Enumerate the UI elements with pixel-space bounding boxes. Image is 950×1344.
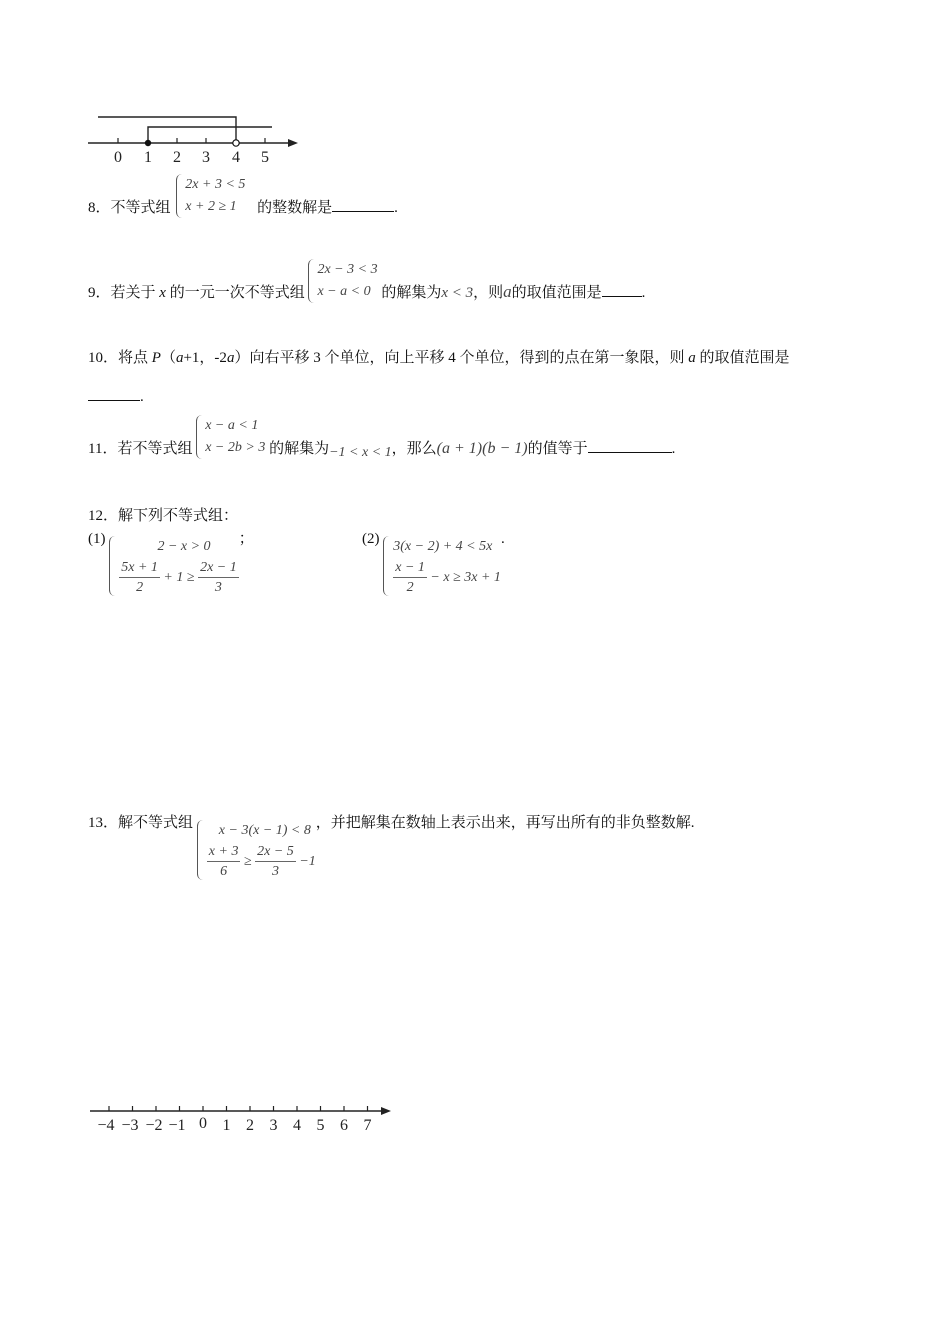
number-line-figure-top [80,105,320,170]
question-10-answer-line: . [88,386,144,407]
question-text: 的整数解是 [257,200,333,217]
question-number: 10． [88,350,119,366]
question-12-title: 12．解下列不等式组： [88,508,239,524]
axis-label: 7 [363,1117,372,1134]
answer-blank[interactable] [332,197,394,212]
axis-label: 4 [293,1117,301,1134]
axis-label: 1 [222,1117,231,1134]
axis-label: −1 [168,1117,186,1134]
open-point-4 [233,140,239,146]
inequality-system: 2x + 3 < 5 x + 2 ≥ 1 [176,174,245,218]
inequality-system: x − 3(x − 1) < 8 $\frac{x + 3}{6}$ ≥ $\frac{2x - 5}{3}$ −1 [197,820,316,880]
axis-label: 0 [199,1115,207,1132]
axis-label: 0 [114,149,122,166]
question-11: 11．若不等式组 x − a < 1 x − 2b > 3 的解集为−1 < x < 1，那么(a + 1)(b − 1)的值等于 . [88,415,675,459]
axis-label: −3 [121,1117,139,1134]
axis-label: 1 [144,149,152,166]
question-12-part-2: (2) 3(x − 2) + 4 < 5x $\frac{x - 1}{2}$ − x ≥ 3x + 1 . [362,531,505,595]
question-number: 11． [88,441,118,458]
axis-label: −4 [97,1117,115,1134]
axis-label: 4 [232,149,240,166]
axis-label: 6 [340,1117,348,1134]
question-12-part-1: (1) 2 − x > 0 $\frac{5x + 1}{2}$ + 1 ≥ $\frac{2x - 1}{3}$ ； [88,531,254,595]
axis-label: 5 [261,149,269,166]
question-number: 9． [88,285,111,302]
axis-label: 3 [269,1117,278,1134]
number-line-figure-bottom[interactable] [85,1095,405,1140]
axis-label: −2 [145,1117,163,1134]
axis-label: 2 [246,1117,254,1134]
inequality-system: 2x − 3 < 3 x − a < 0 [308,259,377,303]
question-number: 13． [88,815,119,832]
inequality-system: x − a < 1 x − 2b > 3 [196,415,265,459]
question-number: 12． [88,508,119,524]
closed-point-1 [145,140,151,146]
question-number: 8． [88,200,111,217]
answer-blank[interactable] [588,438,672,453]
inequality-system: 3(x − 2) + 4 < 5x $\frac{x - 1}{2}$ − x ≥ 3x + 1 [383,536,501,596]
question-8: 8．不等式组 2x + 3 < 5 x + 2 ≥ 1 的整数解是 . [88,174,398,218]
axis-label: 3 [202,149,210,166]
question-10: 10．将点 P（a+1，-2a）向右平移 3 个单位，向上平移 4 个单位，得到的点在第一象限，则 a 的取值范围是 [88,350,790,366]
axis-label: 2 [173,149,181,166]
question-13: 13．解不等式组 x − 3(x − 1) < 8 $\frac{x + 3}{6}$ ≥ $\frac{2x - 5}{3}$ −1 ，并把解集在数轴上表示出来，再写出所有的非负整数解. [88,815,695,879]
answer-blank[interactable] [602,282,642,297]
question-text: 不等式组 [110,200,171,217]
question-9: 9．若关于 x 的一元一次不等式组 2x − 3 < 3 x − a < 0 的解集为x < 3，则a的取值范围是 . [88,259,645,303]
axis-label: 5 [316,1117,325,1134]
answer-blank[interactable] [88,386,140,401]
inequality-system: 2 − x > 0 $\frac{5x + 1}{2}$ + 1 ≥ $\frac{2x - 1}{3}$ [109,536,238,596]
